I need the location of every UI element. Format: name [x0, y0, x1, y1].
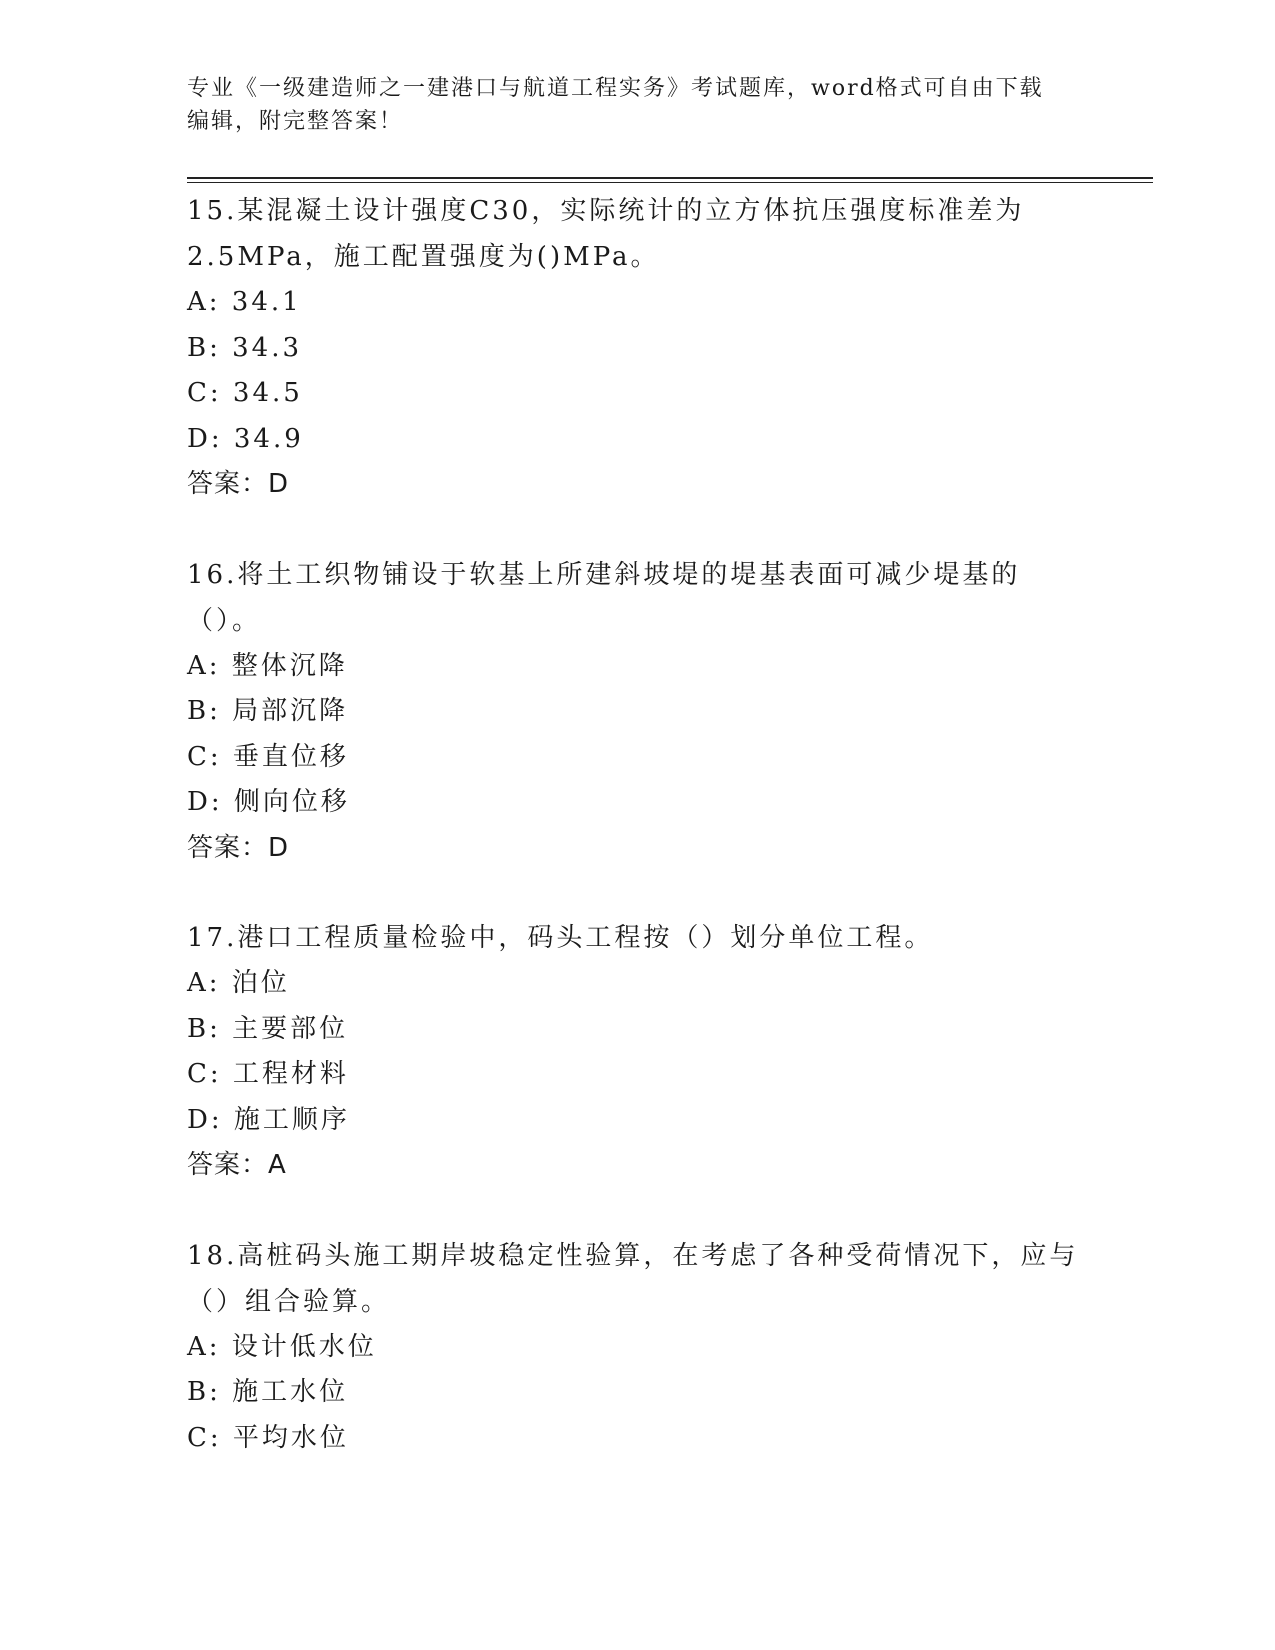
question-18 [187, 1233, 1087, 1462]
question-stem: 16.将土工织物铺设于软基上所建斜坡堤的堤基表面可减少堤基的（）。 [187, 559, 1021, 636]
question-15 [187, 188, 1087, 508]
option-b: B: 施工水位 [187, 1377, 349, 1407]
answer-line: 答案：A [187, 1150, 287, 1180]
option-d: D: 34.9 [187, 423, 304, 454]
question-list [187, 188, 1087, 1505]
option-c: C: 34.5 [187, 378, 303, 408]
option-b: B: 34.3 [187, 332, 303, 363]
option-b: B: 局部沉降 [187, 696, 349, 726]
option-a: A: 34.1 [187, 287, 302, 317]
option-a: A: 泊位 [187, 968, 290, 998]
question-stem: 15.某混凝土设计强度C30，实际统计的立方体抗压强度标准差为2.5MPa，施工配置强度为()MPa。 [187, 196, 1025, 272]
question-16 [187, 552, 1087, 872]
option-c: C: 垂直位移 [187, 741, 349, 772]
question-stem: 17.港口工程质量检验中，码头工程按（）划分单位工程。 [187, 923, 934, 953]
option-c: C: 工程材料 [187, 1059, 349, 1089]
option-c: C: 平均水位 [187, 1422, 349, 1453]
answer-line: 答案：D [187, 469, 290, 499]
document-header: 专业《一级建造师之一建港口与航道工程实务》考试题库，word格式可自由下载编辑，附完整答案！ [187, 76, 1044, 134]
answer-line: 答案：D [187, 832, 290, 863]
header-rule-thick [187, 177, 1153, 179]
option-a: A: 整体沉降 [187, 650, 348, 681]
question-stem: 18.高桩码头施工期岸坡稳定性验算，在考虑了各种受荷情况下，应与（）组合验算。 [187, 1240, 1079, 1317]
option-b: B: 主要部位 [187, 1013, 349, 1044]
option-d: D: 侧向位移 [187, 787, 350, 817]
option-a: A: 设计低水位 [187, 1331, 377, 1362]
option-d: D: 施工顺序 [187, 1104, 350, 1135]
question-17 [187, 915, 1087, 1189]
header-rule-thin [187, 182, 1153, 183]
